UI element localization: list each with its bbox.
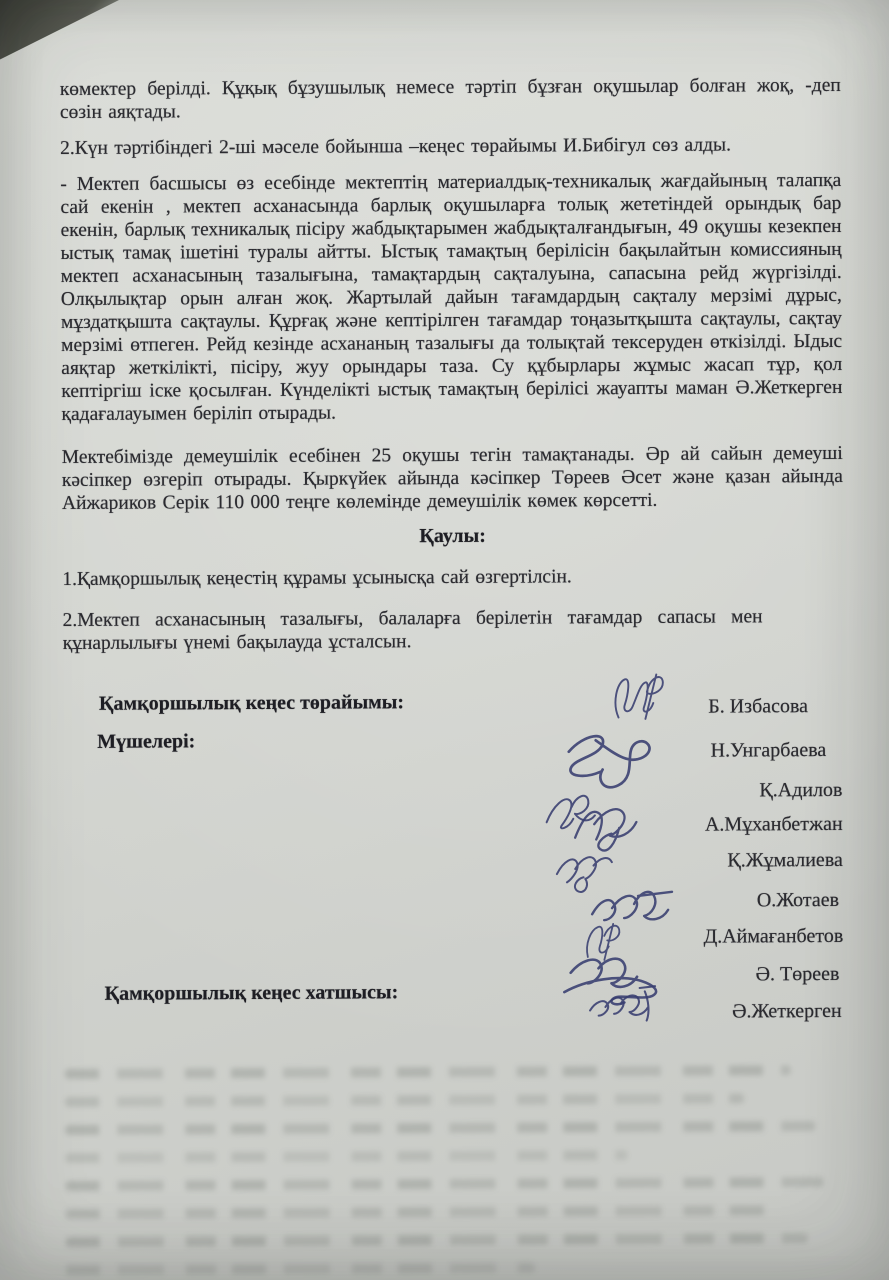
secretary-label: Қамқоршылық кеңес хатшысы: <box>104 981 399 1005</box>
chair-label: Қамқоршылық кеңес төрайымы: <box>98 691 405 715</box>
paragraph-director-report: - Мектеп басшысы өз есебінде мектептің материалдық-техникалық жағдайының талапқа сай екенін , мектеп асханасында барлық оқушыларға толық жететіндей орындық бар екенін, барлық техникалық пісіру жабдықтарымен жабдықталғандығын, 49 оқушы кезекпен ыстық тамақ ішетіні туралы айтты. Ыстық тамақтың берілісін бақылайтын комиссияның мектеп асханасының тазалығына, тамақтардың сақталуына, сапасына рейд жүргізілді. Олқылықтар орын алған жоқ. Жартылай дайын тағамдардың сақталу мерзімі дұрыс, мұздатқышта сақтаулы. Құрғақ және кептірілген тағамдар тоңазытқышта сақтаулы, сақтау мерзімі өтпеген. Рейд кезінде асхананың тазалығы да толықтай тексеруден өткізілді. Ыдыс аяқтар жеткілікті, пісіру, жуу орындары таза. Су құбырлары жұмыс жасап тұр, қол кептіргіш іске қосылған. Күнделікті ыстық тамақтың берілісі жауапты маман Ә.Жеткерген қадағалауымен беріліп отырады. <box>60 169 843 426</box>
bleed-through-line <box>66 1233 808 1247</box>
resolution-item-2: 2.Мектеп асханасының тазалығы, балаларға берілетін тағамдар сапасы мен құнарлылығы үнемі бақылауда ұсталсын. <box>62 606 763 655</box>
paragraph-sponsorship: Мектебімізде демеушілік есебінен 25 оқушы тегін тамақтанады. Әр ай сайын демеуші кәсіпкер өзгеріп отырады. Қыркүйек айында кәсіпкер Төреев Әсет және қазан айында Айжариков Серік 110 000 теңге көлемінде демеушілік көмек көрсетті. <box>61 442 843 515</box>
signatory-name: Н.Унгарбаева <box>710 739 827 762</box>
signatory-name: Д.Аймағанбетов <box>703 924 844 948</box>
bleed-through-line <box>65 1065 791 1079</box>
signature-scribble <box>574 976 694 1037</box>
signature-section <box>1 683 889 1040</box>
signatory-name: Ә. Төреев <box>755 962 840 986</box>
resolution-item-1: 1.Қамқоршылық кеңестің құрамы ұсынысқа сай өзгертілсін. <box>62 566 572 591</box>
signatory-name: Қ.Адилов <box>759 778 843 802</box>
signatory-name: Қ.Жұмалиева <box>727 848 843 872</box>
bleed-through-line <box>66 1177 824 1191</box>
signatory-name: Ә.Жеткерген <box>731 999 842 1023</box>
bleed-through-text <box>65 1065 847 1275</box>
signatory-name: О.Жотаев <box>756 888 840 912</box>
resolution-heading: Қаулы: <box>419 524 486 548</box>
bleed-through-line <box>65 1121 815 1135</box>
bleed-through-line <box>65 1150 627 1163</box>
members-label: Мүшелері: <box>97 730 196 753</box>
paragraph-agenda-item-2: 2.Күн тәртібіндегі 2-ші мәселе бойынша –кеңес төрайымы И.Бибігул сөз алды. <box>60 134 732 160</box>
bleed-through-line <box>66 1205 769 1219</box>
paragraph-closing-speech: көмектер берілді. Құқық бұзушылық немесе тәртіп бұзған оқушылар болған жоқ, -деп сөзін аяқтады. <box>59 74 841 124</box>
signatory-name: А.Мұханбетжан <box>704 812 843 836</box>
bleed-through-line <box>65 1093 745 1107</box>
bleed-through-line <box>66 1263 535 1275</box>
signatory-name: Б. Избасова <box>708 695 809 718</box>
